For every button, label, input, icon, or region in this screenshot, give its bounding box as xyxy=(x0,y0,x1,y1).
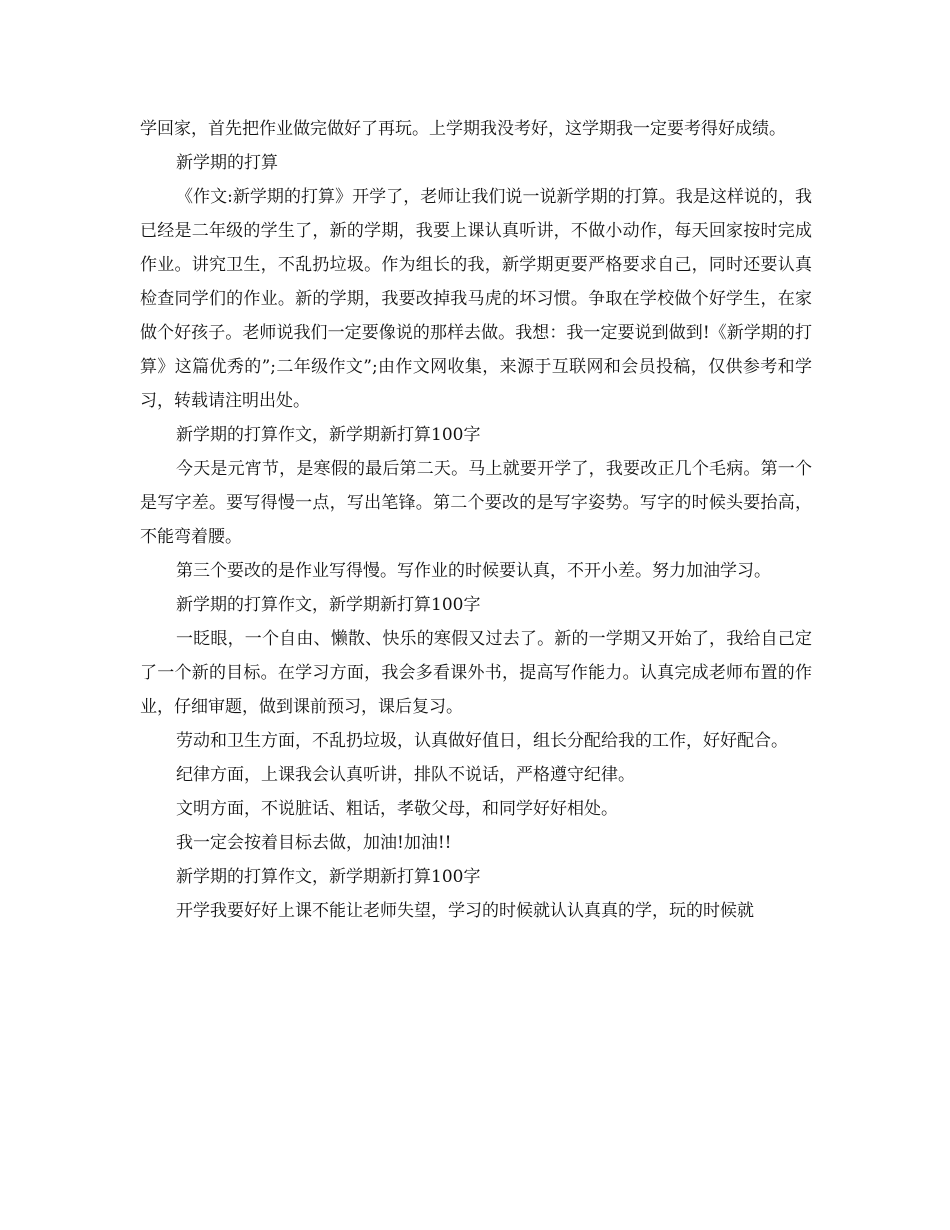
section-heading-3: 新学期的打算作文，新学期新打算100字 xyxy=(176,595,481,615)
paragraph-10: 开学我要好好上课不能让老师失望，学习的时候就认认真真的学，玩的时候就 xyxy=(176,901,754,921)
document-body xyxy=(140,112,812,928)
paragraph-3: 今天是元宵节，是寒假的最后第二天。马上就要开学了，我要改正几个毛病。第一个是写字差。要写得慢一点，写出笔锋。第二个要改的是写字姿势。写字的时候头要抬高，不能弯着腰。 xyxy=(140,459,812,547)
paragraph-5: 一眨眼，一个自由、懒散、快乐的寒假又过去了。新的一学期又开始了，我给自己定了一个新的目标。在学习方面，我会多看课外书，提高写作能力。认真完成老师布置的作业，仔细审题，做到课前预习，课后复习。 xyxy=(140,629,812,717)
paragraph-4: 第三个要改的是作业写得慢。写作业的时候要认真，不开小差。努力加油学习。 xyxy=(176,561,771,581)
section-heading-2: 新学期的打算作文，新学期新打算100字 xyxy=(176,425,481,445)
paragraph-9: 我一定会按着目标去做，加油!加油!! xyxy=(176,833,452,853)
paragraph-6: 劳动和卫生方面，不乱扔垃圾，认真做好值日，组长分配给我的工作，好好配合。 xyxy=(176,731,788,751)
section-heading-4: 新学期的打算作文，新学期新打算100字 xyxy=(176,867,481,887)
paragraph-8: 文明方面，不说脏话、粗话，孝敬父母，和同学好好相处。 xyxy=(176,799,618,819)
paragraph-2: 《作文:新学期的打算》开学了，老师让我们说一说新学期的打算。我是这样说的，我已经是二年级的学生了，新的学期，我要上课认真听讲，不做小动作，每天回家按时完成作业。讲究卫生，不乱扔垃圾。作为组长的我，新学期更要严格要求自己，同时还要认真检查同学们的作业。新的学期，我要改掉我马虎的坏习惯。争取在学校做个好学生，在家做个好孩子。老师说我们一定要像说的那样去做。我想：我一定要说到做到!《新学期的打算》这篇优秀的”;二年级作文”;由作文网收集，来源于互联网和会员投稿，仅供参考和学习，转载请注明出处。 xyxy=(140,187,812,411)
section-heading-1: 新学期的打算 xyxy=(176,153,278,173)
paragraph-1: 学回家，首先把作业做完做好了再玩。上学期我没考好，这学期我一定要考得好成绩。 xyxy=(140,119,786,139)
paragraph-7: 纪律方面，上课我会认真听讲，排队不说话，严格遵守纪律。 xyxy=(176,765,635,785)
